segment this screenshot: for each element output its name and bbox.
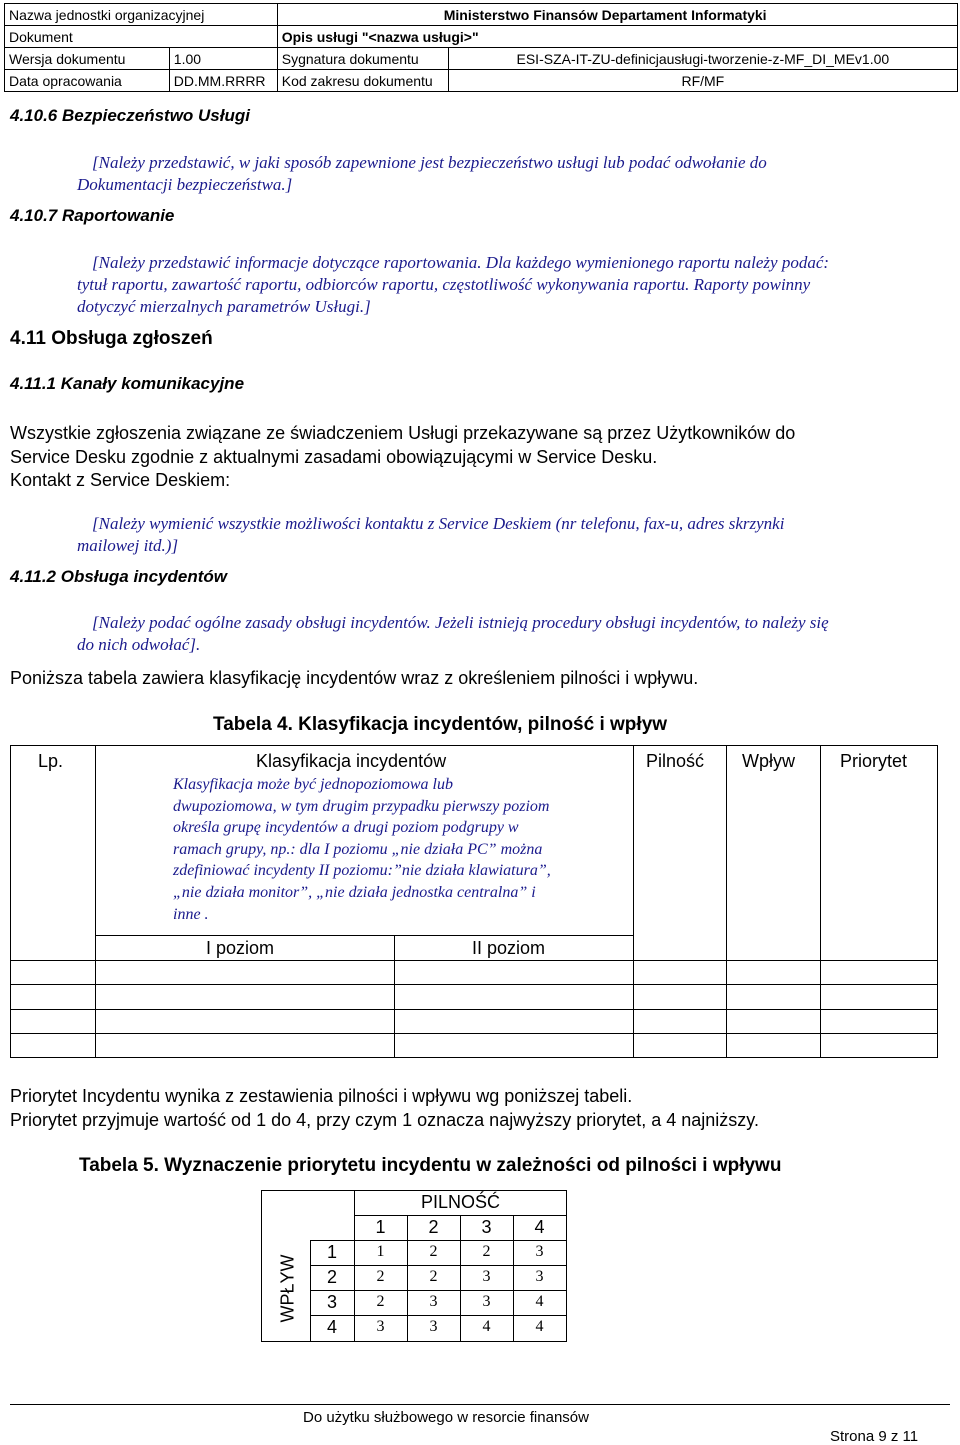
table5-cell: 4 — [535, 1318, 544, 1335]
section-4-10-7-heading: 4.10.7 Raportowanie — [10, 206, 175, 225]
table5-cell: 3 — [376, 1318, 385, 1335]
table4-header-wplyw: Wpływ — [742, 751, 795, 771]
section-4-10-7-note-line1: [Należy przedstawić informacje dotyczące raportowania. Dla każdego wymienionego raportu należy podać: — [92, 253, 830, 272]
table5-row-header: 4 — [326, 1317, 337, 1337]
table5-col-header: 2 — [428, 1217, 439, 1237]
section-4-10-6-note-line2: Dokumentacji bezpieczeństwa.] — [77, 175, 293, 194]
table5-cell: 3 — [482, 1268, 491, 1285]
table5-cell: 3 — [429, 1293, 438, 1310]
table5-wplyw-label: WPŁYW — [277, 1254, 298, 1323]
section-4-11-2-note-line2: do nich odwołać]. — [77, 635, 201, 654]
table5-cell: 2 — [376, 1293, 385, 1310]
header-date-label: Data opracowania — [5, 70, 170, 92]
table5-row-header: 2 — [326, 1267, 337, 1287]
section-4-10-7-note-line2: tytuł raportu, zawartość raportu, odbiorców raportu, częstotliwość wykonywania raportu. Raporty powinny — [77, 275, 811, 294]
table4-header-priorytet: Priorytet — [840, 751, 908, 771]
section-4-10-6-heading: 4.10.6 Bezpieczeństwo Usługi — [10, 106, 250, 125]
section-4-11-2-heading: 4.11.2 Obsługa incydentów — [10, 567, 227, 586]
header-version-value: 1.00 — [169, 48, 277, 70]
table4-note-line: Klasyfikacja może być jednopoziomowa lub — [173, 776, 453, 793]
table5-col-header: 4 — [534, 1217, 545, 1237]
table5-row-header: 1 — [326, 1242, 337, 1262]
section-4-11-1-paragraph-line3: Kontakt z Service Deskiem: — [10, 470, 231, 490]
table4-note-line: „nie działa monitor”, „nie działa jednostka centralna” i — [173, 883, 536, 901]
footer-divider — [10, 1404, 950, 1405]
table5-col-header: 1 — [375, 1217, 386, 1237]
priority-explanation-line1: Priorytet Incydentu wynika z zestawienia pilności i wpływu wg poniższej tabeli. — [10, 1086, 633, 1106]
header-date-value: DD.MM.RRRR — [169, 70, 277, 92]
table4-note-line: inne . — [173, 905, 209, 923]
table4-subheader-level1: I poziom — [206, 938, 275, 958]
section-4-11-1-paragraph-line2: Service Desku zgodnie z aktualnymi zasadami obowiązującymi w Service Desku. — [10, 447, 658, 467]
table5-cell: 3 — [482, 1293, 491, 1310]
table4-classification-note — [173, 774, 551, 925]
table4-caption: Tabela 4. Klasyfikacja incydentów, pilność i wpływ — [213, 714, 668, 735]
header-version-label: Wersja dokumentu — [5, 48, 170, 70]
table5-cell: 3 — [429, 1318, 438, 1335]
footer-page-number: Strona 9 z 11 — [830, 1428, 919, 1445]
header-doc-value: Opis usługi "<nazwa usługi>" — [277, 26, 957, 48]
header-signature-value: ESI-SZA-IT-ZU-definicjausługi-tworzenie-z-MF_DI_MEv1.00 — [448, 48, 957, 70]
table5-cell: 2 — [482, 1243, 491, 1260]
table4-header-lp: Lp. — [38, 751, 64, 771]
table4-note-line: ramach grupy, np.: dla I poziomu „nie działa PC” można — [173, 840, 543, 858]
table4-header-klasyfikacja: Klasyfikacja incydentów — [256, 751, 447, 771]
table5-row-header: 3 — [326, 1292, 337, 1312]
table4-note-line: określa grupę incydentów a drugi poziom podgrupy w — [173, 819, 519, 837]
section-4-11-1-paragraph-line1: Wszystkie zgłoszenia związane ze świadczeniem Usługi przekazywane są przez Użytkowników do — [10, 423, 796, 443]
section-4-11-1-heading: 4.11.1 Kanały komunikacyjne — [10, 374, 245, 393]
table4-header-pilnosc: Pilność — [646, 751, 705, 771]
table4-subheader-level2: II poziom — [472, 938, 546, 958]
header-org-label: Nazwa jednostki organizacyjnej — [5, 4, 278, 26]
section-4-11-2-note-line1: [Należy podać ogólne zasady obsługi incydentów. Jeżeli istnieją procedury obsługi incydentów, to należy się — [92, 613, 829, 632]
table5-caption: Tabela 5. Wyznaczenie priorytetu incydentu w zależności od pilności i wpływu — [79, 1155, 782, 1176]
section-4-11-1-note-line2: mailowej itd.)] — [77, 536, 179, 555]
section-4-11-1-note-line1: [Należy wymienić wszystkie możliwości kontaktu z Service Deskiem (nr telefonu, fax-u, adres skrzynki — [92, 514, 785, 533]
table5-col-header: 3 — [481, 1217, 492, 1237]
section-4-11-heading: 4.11 Obsługa zgłoszeń — [10, 328, 213, 349]
priority-explanation-line2: Priorytet przyjmuje wartość od 1 do 4, przy czym 1 oznacza najwyższy priorytet, a 4 najniższy. — [10, 1110, 759, 1130]
header-signature-label: Sygnatura dokumentu — [277, 48, 448, 70]
table4-note-line: zdefiniować incydenty II poziomu:”nie działa klawiatura”, — [173, 862, 551, 880]
section-4-10-6-note-line1: [Należy przedstawić, w jaki sposób zapewnione jest bezpieczeństwo usługi lub podać odwołanie do — [92, 153, 767, 172]
header-doc-label: Dokument — [5, 26, 278, 48]
table5-cell: 2 — [376, 1268, 385, 1285]
header-scope-value: RF/MF — [448, 70, 957, 92]
table5-pilnosc-label: PILNOŚĆ — [420, 1192, 501, 1212]
section-4-10-7-note-line3: dotyczyć mierzalnych parametrów Usługi.] — [77, 297, 371, 316]
table5-cell: 2 — [429, 1268, 438, 1285]
header-org-value: Ministerstwo Finansów Departament Informatyki — [277, 4, 957, 26]
table5-cell: 1 — [376, 1243, 385, 1260]
footer-classification: Do użytku służbowego w resorcie finansów — [303, 1409, 589, 1426]
table5-cell: 4 — [482, 1318, 491, 1335]
header-scope-label: Kod zakresu dokumentu — [277, 70, 448, 92]
document-header-table — [4, 3, 958, 92]
section-4-11-2-paragraph: Poniższa tabela zawiera klasyfikację incydentów wraz z określeniem pilności i wpływu. — [10, 668, 699, 688]
table5-cell: 2 — [429, 1243, 438, 1260]
table5-cell: 3 — [535, 1243, 544, 1260]
table5-cell: 3 — [535, 1268, 544, 1285]
table5-cell: 4 — [535, 1293, 544, 1310]
table4-note-line: dwupoziomowa, w tym drugim przypadku pierwszy poziom — [173, 797, 550, 815]
